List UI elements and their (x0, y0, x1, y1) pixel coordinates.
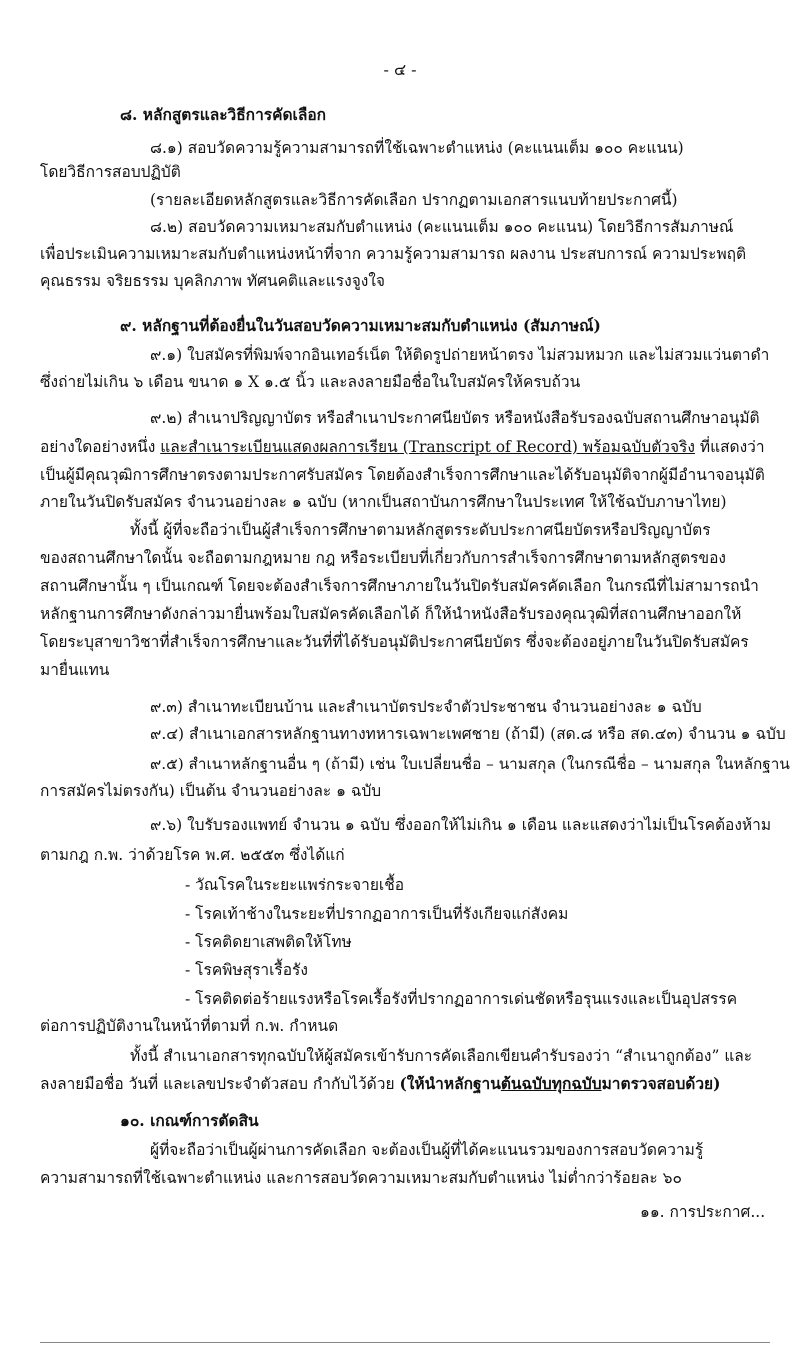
s9-note-line2-b: (ให้นำหลักฐาน (399, 1074, 501, 1093)
disease-list-item: - โรคเท้าช้างในระยะที่ปรากฏอาการเป็นที่รังเกียจแก่สังคม (185, 905, 569, 923)
s8-item1-line1: ๘.๑) สอบวัดความรู้ความสามารถที่ใช้เฉพาะตำแหน่ง (คะแนนเต็ม ๑๐๐ คะแนน) (150, 139, 684, 157)
s9-item3: ๙.๓) สำเนาทะเบียนบ้าน และสำเนาบัตรประจำตัวประชาชน จำนวนอย่างละ ๑ ฉบับ (150, 698, 702, 716)
s9-item6-line2: ตามกฎ ก.พ. ว่าด้วยโรค พ.ศ. ๒๕๕๓ ซึ่งได้แก่ (40, 846, 345, 864)
disease-list-item: - โรคพิษสุราเรื้อรัง (185, 961, 308, 979)
s8-item2-line2: เพื่อประเมินความเหมาะสมกับตำแหน่งหน้าที่จาก ความรู้ความสามารถ ผลงาน ประสบการณ์ ความประพฤติ (40, 245, 747, 263)
s9-item2-para2-line1: ทั้งนี้ ผู้ที่จะถือว่าเป็นผู้สำเร็จการศึกษาตามหลักสูตรระดับประกาศนียบัตรหรือปริญญาบัตร (130, 521, 711, 539)
s9-item2-para2-line4: หลักฐานการศึกษาดังกล่าวมายื่นพร้อมใบสมัครคัดเลือกได้ ก็ให้นำหนังสือรับรองคุณวุฒิที่สถานศึกษาออกให้ (40, 605, 742, 623)
s9-item6-line3: ต่อการปฏิบัติงานในหน้าที่ตามที่ ก.พ. กำหนด (40, 1017, 339, 1035)
section-10-heading: ๑๐. เกณฑ์การตัดสิน (120, 1111, 259, 1130)
disease-list-item: - โรคติดยาเสพติดให้โทษ (185, 933, 352, 951)
s9-note-line2 (40, 1074, 720, 1094)
s9-item2-line2 (40, 437, 765, 457)
s9-note-line2-d: มาตรวจสอบด้วย) (601, 1074, 721, 1093)
s9-item5-line1: ๙.๕) สำเนาหลักฐานอื่น ๆ (ถ้ามี) เช่น ใบเปลี่ยนชื่อ – นามสกุล (ในกรณีชื่อ – นามสกุล ในหลักฐาน (150, 755, 790, 773)
s9-item2-line2-a: อย่างใดอย่างหนึ่ง (40, 438, 161, 456)
s8-item2-line1: ๘.๒) สอบวัดความเหมาะสมกับตำแหน่ง (คะแนนเต็ม ๑๐๐ คะแนน) โดยวิธีการสัมภาษณ์ (150, 218, 734, 236)
s9-note-line2-a: ลงลายมือชื่อ วันที่ และเลขประจำตัวสอบ กำกับไว้ด้วย (40, 1075, 400, 1093)
s9-item2-para2-line2: ของสถานศึกษาใดนั้น จะถือตามกฎหมาย กฎ หรือระเบียบที่เกี่ยวกับการสำเร็จการศึกษาตามหลักสูตรของ (40, 549, 726, 567)
page-number: - ๔ - (383, 60, 417, 79)
s9-item2-line2-c: ฉบับตัวจริง (620, 438, 695, 456)
s9-item2-para2-line3: สถานศึกษานั้น ๆ เป็นเกณฑ์ โดยจะต้องสำเร็จการศึกษาภายในวันปิดรับสมัครคัดเลือก ในกรณีที่ไม่สามารถนำ (40, 577, 759, 595)
s9-item2-para2-line5: โดยระบุสาขาวิชาที่สำเร็จการศึกษาและวันที่ที่ได้รับอนุมัติประกาศนียบัตร ซึ่งจะต้องอยู่ภายในวันปิดรับสมัคร (40, 633, 749, 651)
s9-item2-line3: เป็นผู้มีคุณวุฒิการศึกษาตรงตามประกาศรับสมัคร โดยต้องสำเร็จการศึกษาและได้รับอนุมัติจากผู้มีอำนาจอนุมัติ (40, 466, 765, 484)
next-page-cue: ๑๑. การประกาศ... (640, 1203, 766, 1221)
disease-list-item: - วัณโรคในระยะแพร่กระจายเชื้อ (185, 876, 405, 894)
s9-note-line2-c: ต้นฉบับทุกฉบับ (500, 1074, 602, 1093)
s10-line2: ความสามารถที่ใช้เฉพาะตำแหน่ง และการสอบวัดความเหมาะสมกับตำแหน่ง ไม่ต่ำกว่าร้อยละ ๖๐ (40, 1169, 682, 1187)
s9-item5-line2: การสมัครไม่ตรงกัน) เป็นต้น จำนวนอย่างละ ๑ ฉบับ (40, 782, 382, 800)
s9-note-line1: ทั้งนี้ สำเนาเอกสารทุกฉบับให้ผู้สมัครเข้ารับการคัดเลือกเขียนคำรับรองว่า “สำเนาถูกต้อง” และ (130, 1047, 753, 1065)
s10-line1: ผู้ที่จะถือว่าเป็นผู้ผ่านการคัดเลือก จะต้องเป็นผู้ที่ได้คะแนนรวมของการสอบวัดความรู้ (150, 1141, 704, 1159)
s8-item1-line2: โดยวิธีการสอบปฏิบัติ (40, 163, 181, 181)
section-8-heading: ๘. หลักสูตรและวิธีการคัดเลือก (120, 105, 327, 124)
s9-item1-line2: ซึ่งถ่ายไม่เกิน ๖ เดือน ขนาด ๑ X ๑.๕ นิ้ว และลงลายมือชื่อในใบสมัครให้ครบถ้วน (40, 373, 581, 391)
s9-item2-line2-b: และสำเนาระเบียนแสดงผลการเรียน (Transcript of Record) พร้อม (160, 438, 621, 456)
bottom-divider (40, 1342, 770, 1343)
s9-item4: ๙.๔) สำเนาเอกสารหลักฐานทางทหารเฉพาะเพศชาย (ถ้ามี) (สด.๘ หรือ สด.๔๓) จำนวน ๑ ฉบับ (150, 725, 786, 743)
s8-item1-note: (รายละเอียดหลักสูตรและวิธีการคัดเลือก ปรากฏตามเอกสารแนบท้ายประกาศนี้) (150, 191, 678, 209)
s9-item2-line2-d: ที่แสดงว่า (694, 438, 765, 456)
section-9-heading: ๙. หลักฐานที่ต้องยื่นในวันสอบวัดความเหมาะสมกับตำแหน่ง (สัมภาษณ์) (120, 316, 601, 335)
s8-item2-line3: คุณธรรม จริยธรรม บุคลิกภาพ ทัศนคติและแรงจูงใจ (40, 272, 385, 290)
disease-list-item: - โรคติดต่อร้ายแรงหรือโรคเรื้อรังที่ปรากฏอาการเด่นชัดหรือรุนแรงและเป็นอุปสรรค (185, 990, 738, 1008)
s9-item2-line1: ๙.๒) สำเนาปริญญาบัตร หรือสำเนาประกาศนียบัตร หรือหนังสือรับรองฉบับสถานศึกษาอนุมัติ (150, 409, 760, 427)
s9-item6-line1: ๙.๖) ใบรับรองแพทย์ จำนวน ๑ ฉบับ ซึ่งออกให้ไม่เกิน ๑ เดือน และแสดงว่าไม่เป็นโรคต้องห้าม (150, 816, 772, 834)
s9-item1-line1: ๙.๑) ใบสมัครที่พิมพ์จากอินเทอร์เน็ต ให้ติดรูปถ่ายหน้าตรง ไม่สวมหมวก และไม่สวมแว่นตาดำ (150, 346, 770, 364)
s9-item2-para2-line6: มายื่นแทน (40, 661, 110, 679)
s9-item2-line4: ภายในวันปิดรับสมัคร จำนวนอย่างละ ๑ ฉบับ (หากเป็นสถาบันการศึกษาในประเทศ ให้ใช้ฉบับภาษาไทย) (40, 493, 727, 511)
